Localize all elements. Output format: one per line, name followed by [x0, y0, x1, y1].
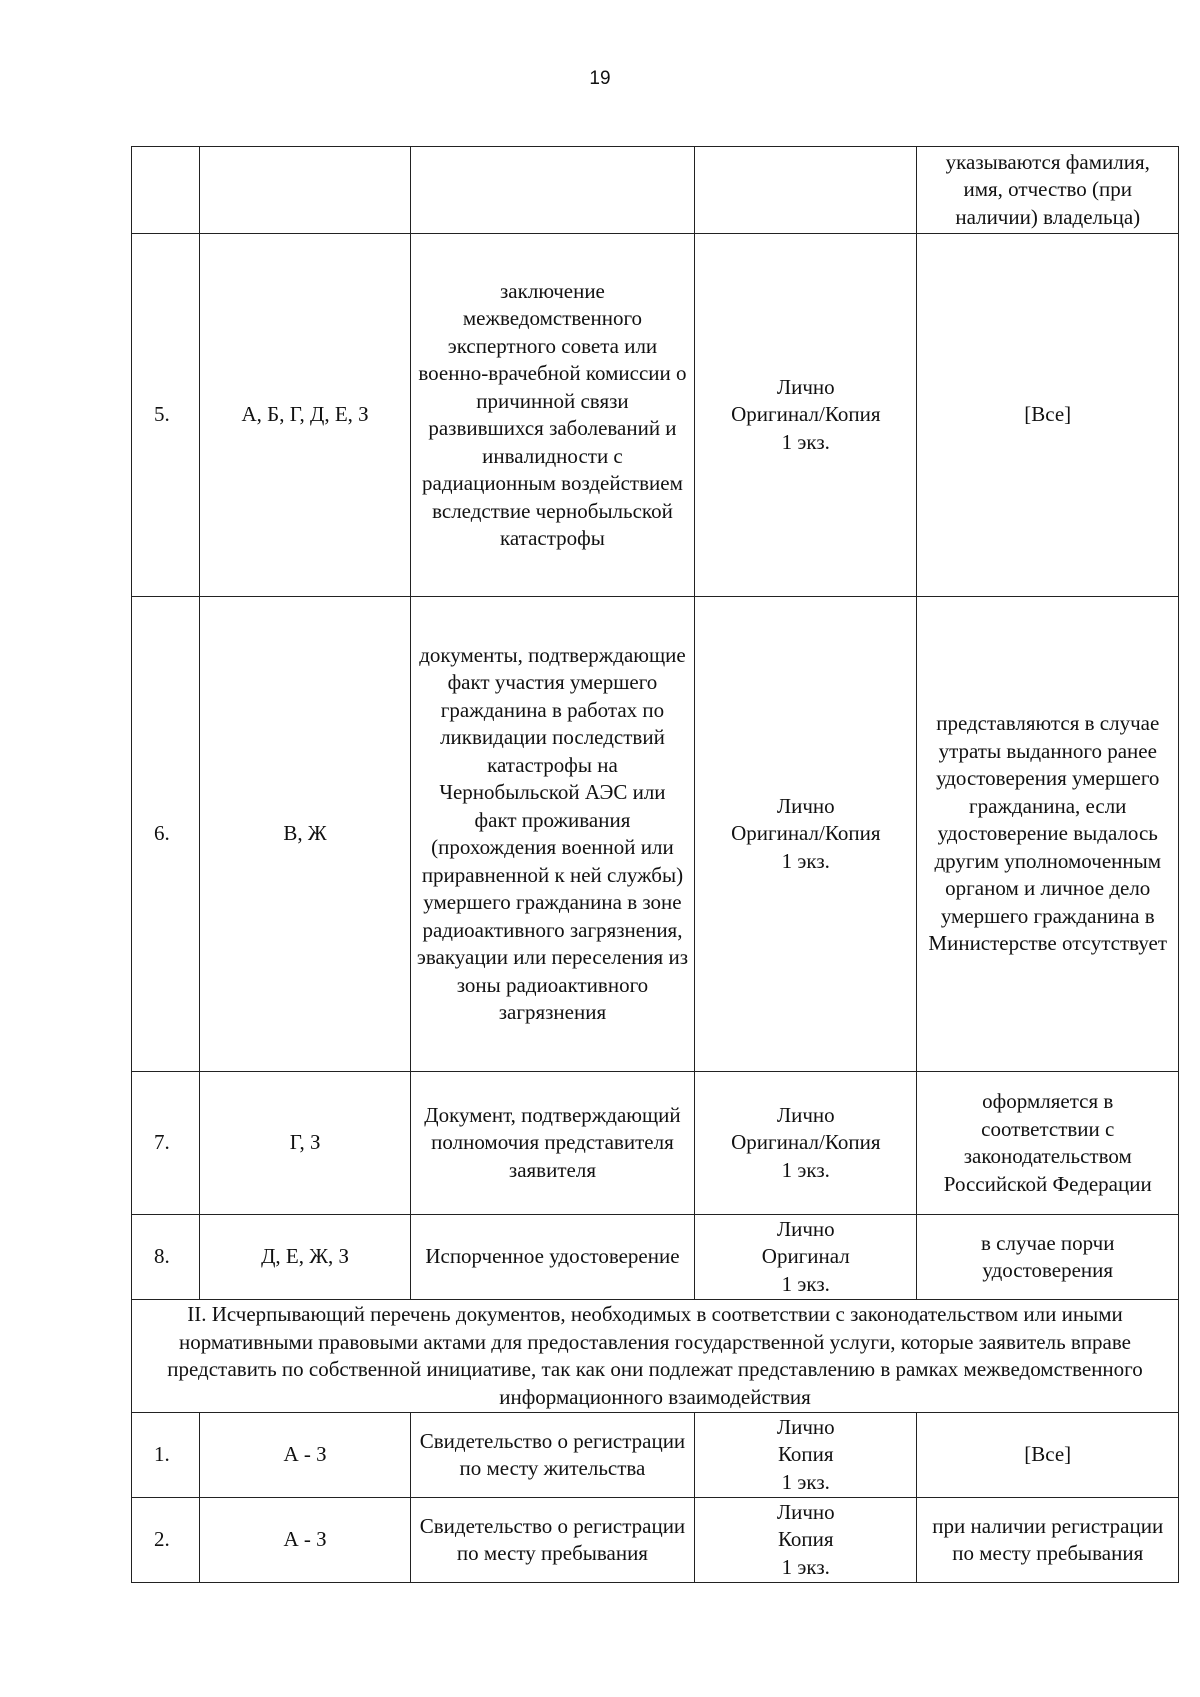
submission-line: Лично [776, 1216, 835, 1241]
note-cell: в случае порчи удостоверения [917, 1215, 1179, 1300]
submission-line: Копия [777, 1442, 834, 1467]
table-cell [132, 147, 200, 234]
document-name: Испорченное удостоверение [410, 1215, 694, 1300]
submission-line: Оригинал/Копия [731, 821, 881, 846]
submission-line: 1 экз. [781, 1271, 830, 1296]
submission-line: Оригинал/Копия [731, 402, 881, 427]
note-cell: [Все] [917, 234, 1179, 597]
row-number: 8. [132, 1215, 200, 1300]
submission-line: 1 экз. [781, 1469, 830, 1494]
submission-line: Лично [776, 374, 835, 399]
note-cell: при наличии регистрации по месту пребывания [917, 1498, 1179, 1583]
submission-line: 1 экз. [781, 429, 830, 454]
submission-line: Копия [777, 1527, 834, 1552]
table-cell [410, 147, 694, 234]
document-name: документы, подтверждающие факт участия умершего гражданина в работах по ликвидации последствий катастрофы на Чернобыльской АЭС или факт проживания (прохождения военной или приравненной к ней службы) умершего гражданина в зоне радиоактивного загрязнения, эвакуации или переселения из зоны радиоактивного загрязнения [410, 597, 694, 1072]
table-row [132, 1300, 1179, 1413]
submission-method [695, 1215, 917, 1300]
submission-method [695, 234, 917, 597]
table-row [132, 1215, 1179, 1300]
submission-line: 1 экз. [781, 848, 830, 873]
applicant-categories: В, Ж [200, 597, 410, 1072]
table-row [132, 1072, 1179, 1215]
row-number: 5. [132, 234, 200, 597]
applicant-categories: А - З [200, 1498, 410, 1583]
table-row [132, 597, 1179, 1072]
submission-line: Лично [776, 793, 835, 818]
row-number: 7. [132, 1072, 200, 1215]
submission-method [695, 597, 917, 1072]
applicant-categories: А - З [200, 1413, 410, 1498]
table-row [132, 1413, 1179, 1498]
document-name: Свидетельство о регистрации по месту жительства [410, 1413, 694, 1498]
document-name: Документ, подтверждающий полномочия представителя заявителя [410, 1072, 694, 1215]
document-name: Свидетельство о регистрации по месту пребывания [410, 1498, 694, 1583]
note-cell: указываются фамилия, имя, отчество (при наличии) владельца) [917, 147, 1179, 234]
applicant-categories: Г, З [200, 1072, 410, 1215]
table-row [132, 147, 1179, 234]
submission-line: Лично [776, 1102, 835, 1127]
note-cell: оформляется в соответствии с законодательством Российской Федерации [917, 1072, 1179, 1215]
table-row [132, 234, 1179, 597]
submission-line: Оригинал [761, 1244, 850, 1269]
section-heading: II. Исчерпывающий перечень документов, необходимых в соответствии с законодательством или иными нормативными правовыми актами для предоставления государственной услуги, которые заявитель вправе представить по собственной инициативе, так как они подлежат представлению в рамках межведомственного информационного взаимодействия [132, 1300, 1179, 1413]
document-name: заключение межведомственного экспертного совета или военно-врачебной комиссии о причинной связи развившихся заболеваний и инвалидности с радиационным воздействием вследствие чернобыльской катастрофы [410, 234, 694, 597]
table-cell [200, 147, 410, 234]
applicant-categories: А, Б, Г, Д, Е, З [200, 234, 410, 597]
table-row [132, 1498, 1179, 1583]
page-number: 19 [589, 68, 611, 89]
submission-line: Лично [776, 1414, 835, 1439]
submission-line: Лично [776, 1499, 835, 1524]
row-number: 6. [132, 597, 200, 1072]
documents-table [131, 146, 1179, 1583]
submission-method [695, 1413, 917, 1498]
row-number: 1. [132, 1413, 200, 1498]
row-number: 2. [132, 1498, 200, 1583]
submission-line: 1 экз. [781, 1157, 830, 1182]
table-cell [695, 147, 917, 234]
submission-line: Оригинал/Копия [731, 1130, 881, 1155]
submission-method [695, 1072, 917, 1215]
submission-line: 1 экз. [781, 1554, 830, 1579]
applicant-categories: Д, Е, Ж, З [200, 1215, 410, 1300]
note-cell: [Все] [917, 1413, 1179, 1498]
submission-method [695, 1498, 917, 1583]
note-cell: представляются в случае утраты выданного ранее удостоверения умершего гражданина, если удостоверение выдалось другим уполномоченным органом и личное дело умершего гражданина в Министерстве отсутствует [917, 597, 1179, 1072]
